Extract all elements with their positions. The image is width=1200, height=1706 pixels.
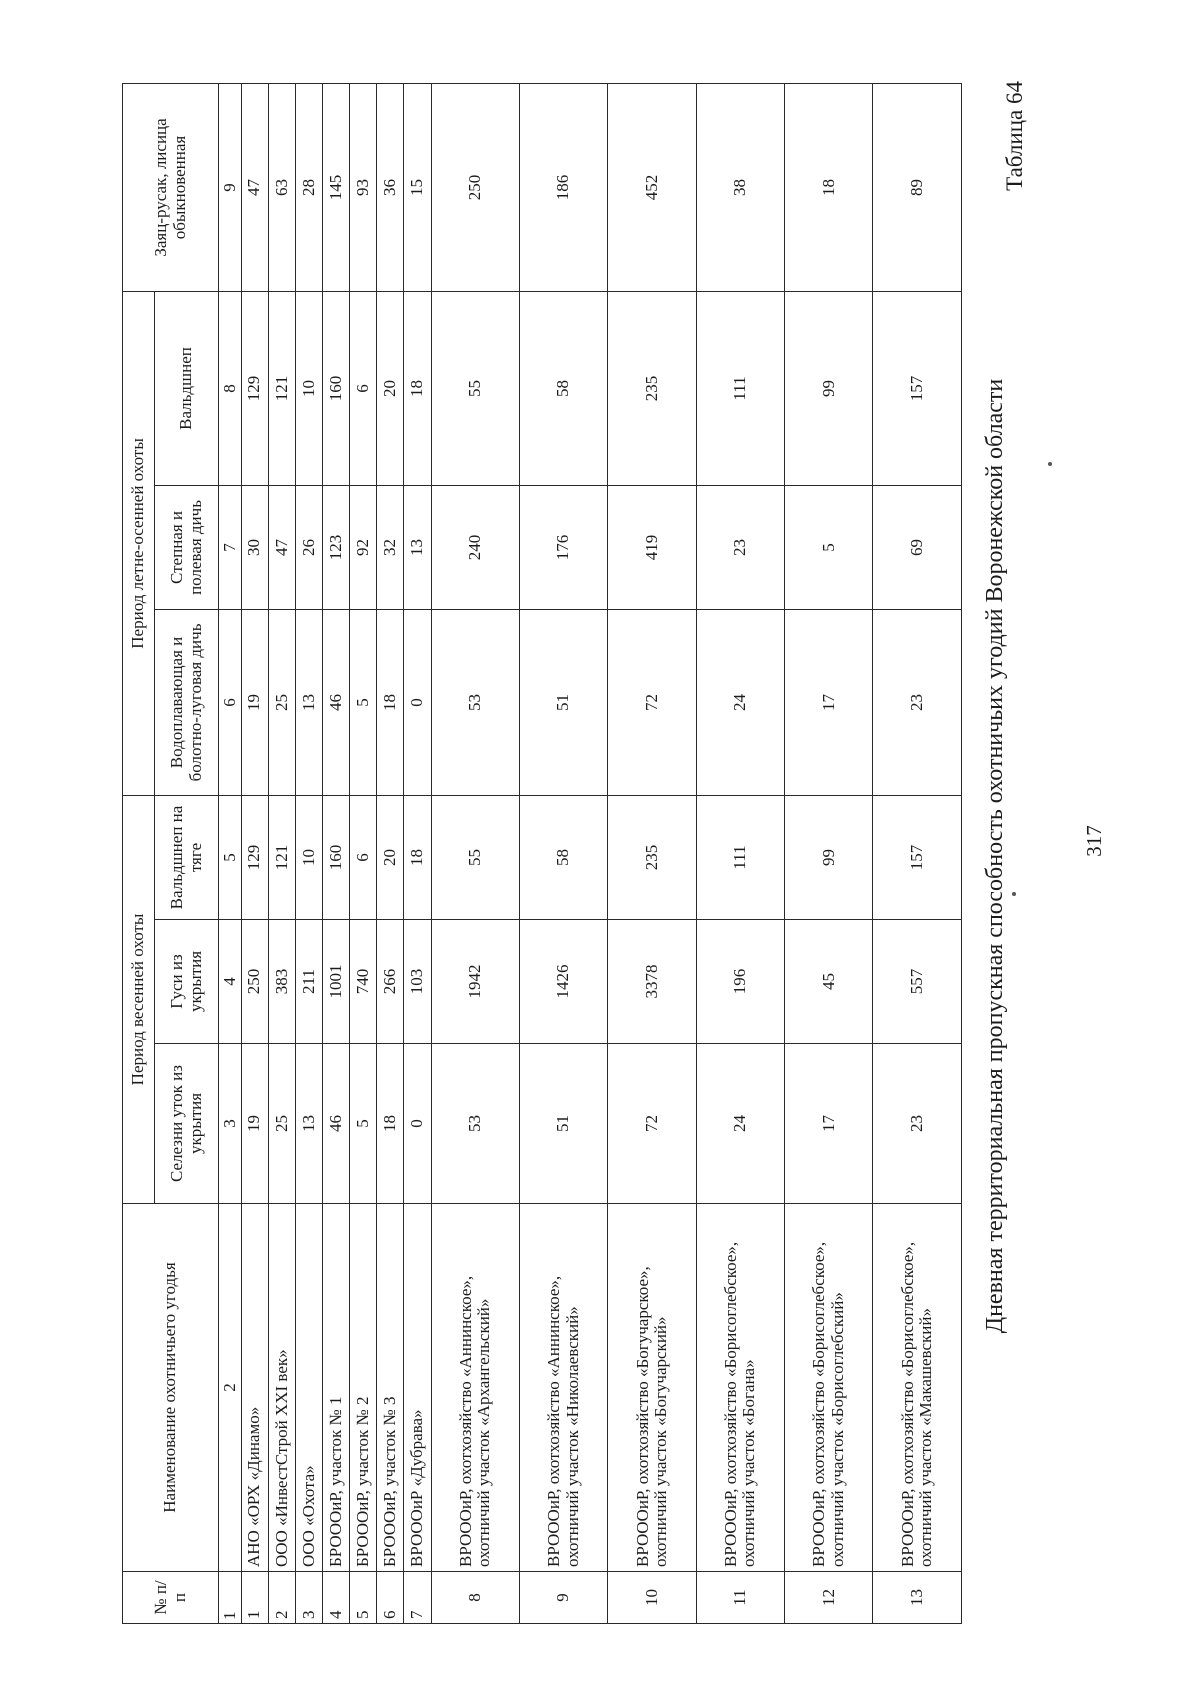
woodcock-flight-cell: 20 <box>377 795 404 919</box>
header-woodcock: Вальдшнеп <box>155 291 219 485</box>
woodcock-flight-cell: 6 <box>350 795 377 919</box>
scan-speck <box>1012 892 1016 896</box>
geese-cell: 740 <box>350 920 377 1044</box>
table-row <box>431 83 519 1623</box>
steppe-game-cell: 176 <box>519 485 607 609</box>
header-geese: Гуси из укрытия <box>155 920 219 1044</box>
table-row <box>350 83 377 1623</box>
header-drakes: Селезни уток из укрытия <box>155 1044 219 1204</box>
area-name-cell: ВРОООиР, охотхозяйство «Борисоглебское», охотничий участок «Борисоглебский» <box>785 1204 873 1572</box>
hare-fox-cell: 250 <box>431 83 519 291</box>
row-number-cell: 4 <box>322 1572 349 1624</box>
area-name-cell: ООО «Охота» <box>295 1204 322 1572</box>
woodcock-flight-cell: 99 <box>785 795 873 919</box>
row-number-cell: 11 <box>696 1572 784 1624</box>
woodcock-cell: 235 <box>608 291 696 485</box>
woodcock-flight-cell: 129 <box>241 795 268 919</box>
woodcock-cell: 55 <box>431 291 519 485</box>
woodcock-cell: 121 <box>268 291 295 485</box>
capacity-table <box>122 83 962 1624</box>
table-row <box>241 83 268 1623</box>
area-name-cell: ВРОООиР, охотхозяйство «Борисоглебское», охотничий участок «Макашевский» <box>873 1204 962 1572</box>
hare-fox-cell: 452 <box>608 83 696 291</box>
hare-fox-cell: 36 <box>377 83 404 291</box>
header-steppe-game: Степная и полевая дичь <box>155 485 219 609</box>
area-name-cell: ООО «ИнвестСтрой XXI век» <box>268 1204 295 1572</box>
drakes-cell: 46 <box>322 1044 349 1204</box>
column-number-cell: 2 <box>219 1204 242 1572</box>
table-row <box>295 83 322 1623</box>
geese-cell: 250 <box>241 920 268 1044</box>
geese-cell: 45 <box>785 920 873 1044</box>
waterfowl-cell: 17 <box>785 609 873 795</box>
hare-fox-cell: 63 <box>268 83 295 291</box>
row-number-cell: 10 <box>608 1572 696 1624</box>
woodcock-flight-cell: 58 <box>519 795 607 919</box>
waterfowl-cell: 19 <box>241 609 268 795</box>
steppe-game-cell: 92 <box>350 485 377 609</box>
woodcock-flight-cell: 55 <box>431 795 519 919</box>
geese-cell: 383 <box>268 920 295 1044</box>
row-number-cell: 2 <box>268 1572 295 1624</box>
row-number-cell: 5 <box>350 1572 377 1624</box>
hare-fox-cell: 89 <box>873 83 962 291</box>
table-row <box>608 83 696 1623</box>
header-spring-period: Период весенней охоты <box>123 795 155 1203</box>
woodcock-cell: 129 <box>241 291 268 485</box>
steppe-game-cell: 26 <box>295 485 322 609</box>
table-row <box>377 83 404 1623</box>
column-number-cell: 4 <box>219 920 242 1044</box>
waterfowl-cell: 0 <box>404 609 431 795</box>
woodcock-flight-cell: 18 <box>404 795 431 919</box>
hare-fox-cell: 28 <box>295 83 322 291</box>
geese-cell: 3378 <box>608 920 696 1044</box>
column-number-cell: 9 <box>219 83 242 291</box>
hare-fox-cell: 93 <box>350 83 377 291</box>
woodcock-flight-cell: 111 <box>696 795 784 919</box>
drakes-cell: 24 <box>696 1044 784 1204</box>
woodcock-cell: 99 <box>785 291 873 485</box>
steppe-game-cell: 419 <box>608 485 696 609</box>
hare-fox-cell: 47 <box>241 83 268 291</box>
woodcock-cell: 6 <box>350 291 377 485</box>
area-name-cell: АНО «ОРХ «Динамо» <box>241 1204 268 1572</box>
drakes-cell: 23 <box>873 1044 962 1204</box>
woodcock-flight-cell: 121 <box>268 795 295 919</box>
drakes-cell: 17 <box>785 1044 873 1204</box>
drakes-cell: 51 <box>519 1044 607 1204</box>
hare-fox-cell: 38 <box>696 83 784 291</box>
row-number-cell: 13 <box>873 1572 962 1624</box>
woodcock-cell: 10 <box>295 291 322 485</box>
table-row <box>785 83 873 1623</box>
woodcock-cell: 160 <box>322 291 349 485</box>
steppe-game-cell: 240 <box>431 485 519 609</box>
steppe-game-cell: 5 <box>785 485 873 609</box>
area-name-cell: ВРОООиР, охотхозяйство «Аннинское», охотничий участок «Архангельский» <box>431 1204 519 1572</box>
woodcock-flight-cell: 10 <box>295 795 322 919</box>
header-woodcock-flight: Вальдшнеп на тяге <box>155 795 219 919</box>
header-no: № п/п <box>123 1572 219 1624</box>
header-waterfowl: Водоплавающая и болотно-луговая дичь <box>155 609 219 795</box>
table-row <box>322 83 349 1623</box>
waterfowl-cell: 46 <box>322 609 349 795</box>
drakes-cell: 13 <box>295 1044 322 1204</box>
drakes-cell: 0 <box>404 1044 431 1204</box>
hare-fox-cell: 15 <box>404 83 431 291</box>
area-name-cell: ВРОООиР «Дубрава» <box>404 1204 431 1572</box>
area-name-cell: БРОООиР, участок № 2 <box>350 1204 377 1572</box>
table-row <box>519 83 607 1623</box>
hare-fox-cell: 18 <box>785 83 873 291</box>
geese-cell: 557 <box>873 920 962 1044</box>
row-number-cell: 3 <box>295 1572 322 1624</box>
drakes-cell: 5 <box>350 1044 377 1204</box>
table-row <box>268 83 295 1623</box>
steppe-game-cell: 47 <box>268 485 295 609</box>
header-hare-fox: Заяц-русак, лисица обыкновенная <box>123 83 219 291</box>
woodcock-flight-cell: 160 <box>322 795 349 919</box>
column-number-cell: 5 <box>219 795 242 919</box>
drakes-cell: 18 <box>377 1044 404 1204</box>
drakes-cell: 25 <box>268 1044 295 1204</box>
geese-cell: 196 <box>696 920 784 1044</box>
row-number-cell: 1 <box>241 1572 268 1624</box>
area-name-cell: БРОООиР, участок № 1 <box>322 1204 349 1572</box>
waterfowl-cell: 18 <box>377 609 404 795</box>
header-summer-period: Период летне-осенней охоты <box>123 291 155 795</box>
waterfowl-cell: 13 <box>295 609 322 795</box>
waterfowl-cell: 53 <box>431 609 519 795</box>
table-row <box>873 83 962 1623</box>
waterfowl-cell: 25 <box>268 609 295 795</box>
area-name-cell: ВРОООиР, охотхозяйство «Аннинское», охотничий участок «Николаевский» <box>519 1204 607 1572</box>
steppe-game-cell: 123 <box>322 485 349 609</box>
woodcock-flight-cell: 235 <box>608 795 696 919</box>
scan-speck <box>1048 462 1052 466</box>
row-number-cell: 12 <box>785 1572 873 1624</box>
woodcock-cell: 111 <box>696 291 784 485</box>
steppe-game-cell: 32 <box>377 485 404 609</box>
waterfowl-cell: 51 <box>519 609 607 795</box>
column-number-cell: 8 <box>219 291 242 485</box>
area-name-cell: БРОООиР, участок № 3 <box>377 1204 404 1572</box>
column-number-cell: 1 <box>219 1572 242 1624</box>
column-number-row <box>219 83 242 1623</box>
column-number-cell: 7 <box>219 485 242 609</box>
column-number-cell: 6 <box>219 609 242 795</box>
row-number-cell: 7 <box>404 1572 431 1624</box>
drakes-cell: 72 <box>608 1044 696 1204</box>
geese-cell: 1426 <box>519 920 607 1044</box>
page-number: 317 <box>1082 825 1106 857</box>
geese-cell: 211 <box>295 920 322 1044</box>
area-name-cell: ВРОООиР, охотхозяйство «Борисоглебское», охотничий участок «Богана» <box>696 1204 784 1572</box>
waterfowl-cell: 23 <box>873 609 962 795</box>
table-row <box>404 83 431 1623</box>
waterfowl-cell: 72 <box>608 609 696 795</box>
geese-cell: 1942 <box>431 920 519 1044</box>
woodcock-cell: 20 <box>377 291 404 485</box>
row-number-cell: 9 <box>519 1572 607 1624</box>
drakes-cell: 53 <box>431 1044 519 1204</box>
table-title: Дневная территориальная пропускная способность охотничьих угодий Воронежской области <box>982 378 1008 1334</box>
header-name: Наименование охотничьего угодья <box>123 1204 219 1572</box>
woodcock-cell: 58 <box>519 291 607 485</box>
row-number-cell: 6 <box>377 1572 404 1624</box>
column-number-cell: 3 <box>219 1044 242 1204</box>
woodcock-flight-cell: 157 <box>873 795 962 919</box>
hare-fox-cell: 186 <box>519 83 607 291</box>
drakes-cell: 19 <box>241 1044 268 1204</box>
steppe-game-cell: 23 <box>696 485 784 609</box>
hare-fox-cell: 145 <box>322 83 349 291</box>
steppe-game-cell: 30 <box>241 485 268 609</box>
waterfowl-cell: 24 <box>696 609 784 795</box>
geese-cell: 103 <box>404 920 431 1044</box>
steppe-game-cell: 13 <box>404 485 431 609</box>
geese-cell: 266 <box>377 920 404 1044</box>
geese-cell: 1001 <box>322 920 349 1044</box>
table-row <box>696 83 784 1623</box>
area-name-cell: ВРОООиР, охотхозяйство «Богучарское», охотничий участок «Богучарский» <box>608 1204 696 1572</box>
woodcock-cell: 18 <box>404 291 431 485</box>
steppe-game-cell: 69 <box>873 485 962 609</box>
table-label: Таблица 64 <box>1002 81 1027 191</box>
waterfowl-cell: 5 <box>350 609 377 795</box>
woodcock-cell: 157 <box>873 291 962 485</box>
row-number-cell: 8 <box>431 1572 519 1624</box>
